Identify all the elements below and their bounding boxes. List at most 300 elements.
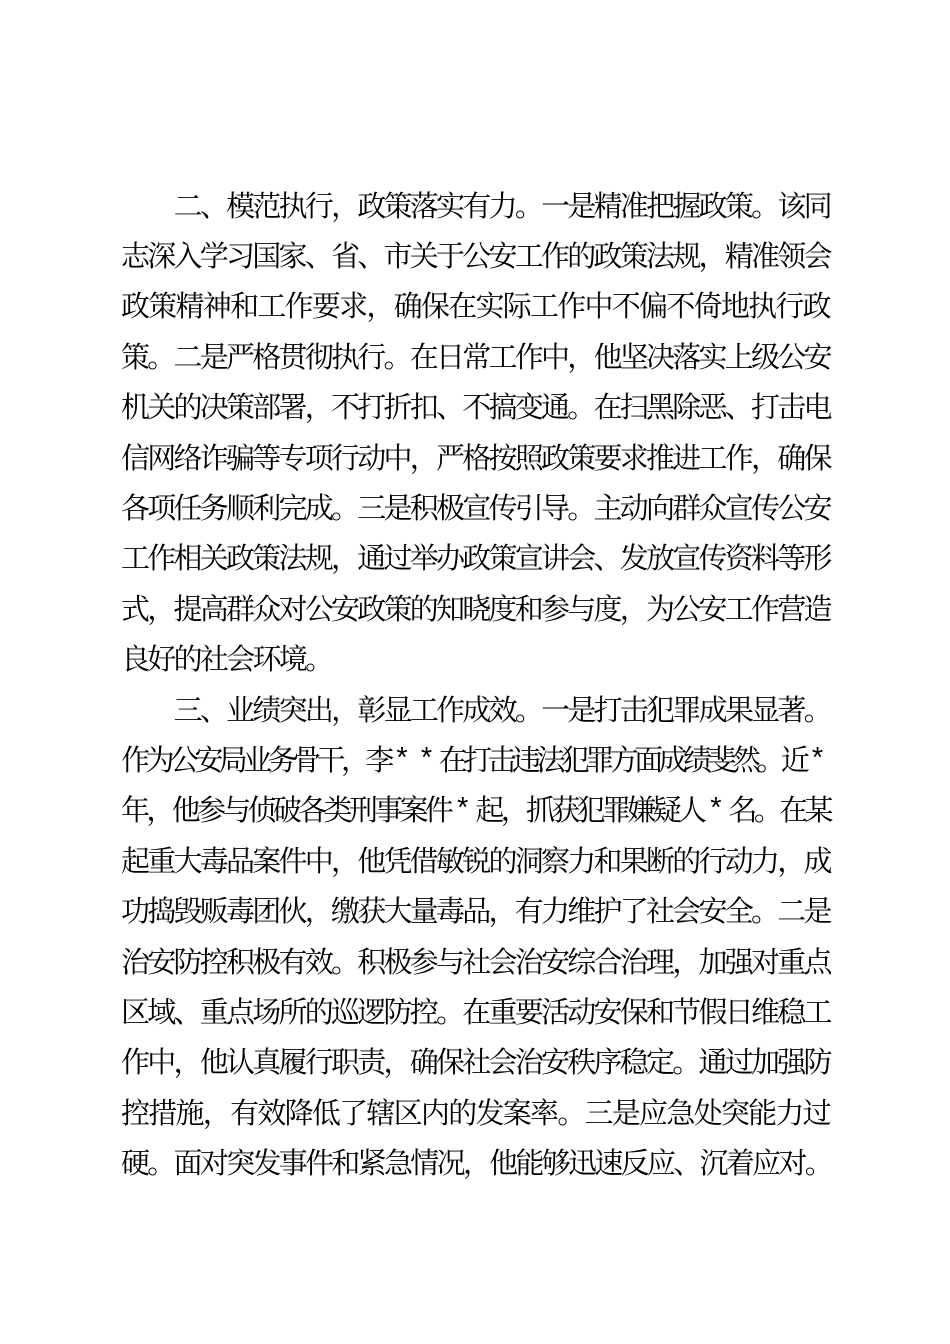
character-cell: 显 — [751, 694, 781, 727]
character-cell: 引 — [514, 493, 544, 526]
character-cell: 参 — [196, 795, 226, 828]
character-cell: 学 — [199, 241, 229, 274]
character-cell: 事 — [374, 795, 404, 828]
character-cell: 绩 — [683, 744, 713, 777]
character-cell: 够 — [541, 1148, 571, 1181]
character-cell: 有 — [278, 946, 308, 979]
character-cell: 是 — [803, 896, 833, 929]
character-cell: 区 — [393, 1097, 423, 1130]
character-cell: 工 — [529, 291, 559, 324]
character-cell: 应 — [639, 1097, 669, 1130]
character-cell: 项 — [147, 493, 177, 526]
character-cell: 嫌 — [627, 795, 657, 828]
character-cell: 安 — [803, 493, 833, 526]
character-cell: 治 — [514, 946, 544, 979]
character-cell: 成 — [462, 694, 492, 727]
character-cell: 要 — [593, 442, 623, 475]
character-cell: 不 — [666, 291, 696, 324]
character-cell: 出 — [304, 694, 334, 727]
character-cell: 折 — [383, 392, 413, 425]
character-cell: 扫 — [619, 392, 649, 425]
character-cell: 重 — [199, 996, 229, 1029]
character-cell: 行 — [304, 1047, 334, 1080]
character-cell: 。 — [147, 1148, 177, 1181]
character-cell: 作 — [121, 744, 151, 777]
character-cell: 作 — [557, 291, 587, 324]
character-cell: 节 — [672, 996, 702, 1029]
character-cell: 、 — [199, 190, 229, 223]
character-cell: 毒 — [226, 896, 256, 929]
character-cell: 突 — [720, 1097, 750, 1130]
character-cell: 合 — [593, 946, 623, 979]
character-cell: 效 — [257, 1097, 287, 1130]
character-cell: 巡 — [331, 996, 361, 1029]
character-cell: 降 — [284, 1097, 314, 1130]
character-cell: 速 — [594, 1148, 624, 1181]
character-cell: 照 — [514, 442, 544, 475]
character-cell: 起 — [121, 845, 151, 878]
character-cell: 内 — [420, 1097, 450, 1130]
character-cell: 实 — [475, 291, 505, 324]
character-cell: * — [811, 741, 824, 774]
character-cell: 执 — [331, 341, 361, 374]
character-cell: 斐 — [707, 744, 737, 777]
character-cell: 对 — [751, 946, 781, 979]
text-line — [121, 834, 833, 884]
character-cell: 场 — [252, 996, 282, 1029]
character-cell: 策 — [383, 190, 413, 223]
character-cell: 策 — [619, 241, 649, 274]
character-cell: ， — [173, 1047, 203, 1080]
character-cell: 和 — [646, 996, 676, 1029]
character-cell: 骗 — [226, 442, 256, 475]
character-cell: 加 — [698, 946, 728, 979]
character-cell: 政 — [698, 190, 728, 223]
character-cell: 入 — [173, 241, 203, 274]
character-cell: 向 — [646, 493, 676, 526]
character-cell: 社 — [462, 1047, 492, 1080]
character-cell: 作 — [121, 1047, 151, 1080]
character-cell: 罪 — [585, 744, 615, 777]
character-cell: 活 — [541, 996, 571, 1029]
character-cell: 度 — [593, 593, 623, 626]
character-cell: 行 — [698, 845, 728, 878]
character-cell: 疑 — [652, 795, 682, 828]
character-cell: 发 — [619, 543, 649, 576]
character-cell: 执 — [278, 190, 308, 223]
character-cell: 类 — [323, 795, 353, 828]
character-cell: 然 — [731, 744, 761, 777]
character-cell: 模 — [226, 190, 256, 223]
character-cell: 断 — [646, 845, 676, 878]
character-cell: 击 — [777, 392, 807, 425]
character-cell: 。 — [557, 1097, 587, 1130]
character-cell: 握 — [672, 190, 702, 223]
character-cell: 破 — [272, 795, 302, 828]
character-cell: 策 — [383, 593, 413, 626]
character-cell: 他 — [171, 795, 201, 828]
character-cell: 果 — [724, 694, 754, 727]
character-cell: 为 — [145, 744, 175, 777]
character-cell: 定 — [646, 1047, 676, 1080]
character-cell: 过 — [724, 1047, 754, 1080]
character-cell: 、 — [436, 392, 466, 425]
character-cell: 防 — [803, 1047, 833, 1080]
character-cell: 在 — [409, 341, 439, 374]
character-cell: 中 — [541, 341, 571, 374]
character-cell: 在 — [448, 291, 478, 324]
character-cell: 绩 — [252, 694, 282, 727]
character-cell: 履 — [278, 1047, 308, 1080]
character-cell: 工 — [514, 241, 544, 274]
character-cell: 电 — [803, 392, 833, 425]
character-cell: 获 — [357, 896, 387, 929]
character-cell: * — [457, 792, 469, 825]
character-cell: 护 — [593, 896, 623, 929]
character-cell: ， — [146, 795, 176, 828]
character-cell: 的 — [409, 593, 439, 626]
character-cell: 参 — [409, 946, 439, 979]
text-line — [121, 733, 830, 783]
text-line — [121, 633, 830, 683]
character-cell: 成 — [658, 744, 688, 777]
character-cell: 综 — [567, 946, 597, 979]
character-cell: 极 — [252, 946, 282, 979]
character-cell: 。 — [751, 896, 781, 929]
character-cell: 治 — [121, 946, 151, 979]
character-cell: 法 — [278, 543, 308, 576]
character-cell: 近 — [780, 744, 810, 777]
character-cell: 是 — [199, 341, 229, 374]
character-cell: 面 — [173, 1148, 203, 1181]
character-cell: 政 — [462, 543, 492, 576]
character-cell: 方 — [609, 744, 639, 777]
character-cell: 骨 — [292, 744, 322, 777]
character-cell: 确 — [777, 442, 807, 475]
character-cell: 局 — [218, 744, 248, 777]
character-cell: 在 — [438, 744, 468, 777]
character-cell: 力 — [541, 896, 571, 929]
character-cell: 安 — [803, 341, 833, 374]
character-cell: 会 — [567, 543, 597, 576]
character-cell: 能 — [748, 1097, 778, 1130]
character-cell: 效 — [488, 694, 518, 727]
character-cell: 为 — [646, 593, 676, 626]
character-cell: 力 — [751, 845, 781, 878]
character-cell: 犯 — [576, 795, 606, 828]
paragraph-section-2 — [121, 179, 833, 683]
character-cell: 捣 — [147, 896, 177, 929]
character-cell: ， — [777, 845, 807, 878]
character-cell: 形 — [803, 543, 833, 576]
character-cell: 所 — [278, 996, 308, 1029]
character-cell: 关 — [147, 392, 177, 425]
character-cell: 了 — [619, 896, 649, 929]
character-cell: 。 — [305, 644, 335, 677]
character-cell: 击 — [487, 744, 517, 777]
character-cell: 工 — [724, 593, 754, 626]
character-cell: 是 — [567, 190, 597, 223]
character-cell: 的 — [448, 1097, 478, 1130]
character-cell: 安 — [194, 744, 224, 777]
character-cell: 求 — [339, 291, 369, 324]
character-cell: 办 — [436, 543, 466, 576]
character-cell: 中 — [304, 845, 334, 878]
character-cell: 稳 — [777, 996, 807, 1029]
character-cell: 有 — [230, 1097, 260, 1130]
character-cell: 执 — [748, 291, 778, 324]
character-cell: 施 — [175, 1097, 205, 1130]
character-cell: 应 — [646, 1148, 676, 1181]
character-cell: 职 — [331, 1047, 361, 1080]
character-cell: 伙 — [278, 896, 308, 929]
character-cell: 强 — [724, 946, 754, 979]
character-cell: 抓 — [526, 795, 556, 828]
character-cell: 发 — [475, 1097, 505, 1130]
character-cell: 重 — [777, 946, 807, 979]
character-cell: 同 — [803, 190, 833, 223]
character-cell: 会 — [226, 644, 256, 677]
character-cell: 一 — [541, 190, 571, 223]
character-cell: 传 — [698, 543, 728, 576]
character-cell: 工 — [409, 694, 439, 727]
character-cell: 案 — [399, 795, 429, 828]
character-cell: 团 — [252, 896, 282, 929]
character-cell: 业 — [226, 694, 256, 727]
character-cell: 资 — [724, 543, 754, 576]
character-cell: ， — [331, 694, 361, 727]
character-cell: 恶 — [698, 392, 728, 425]
text-line — [121, 431, 833, 481]
character-cell: 举 — [409, 543, 439, 576]
character-cell: 过 — [802, 1097, 832, 1130]
character-cell: 决 — [646, 341, 676, 374]
character-cell: 名 — [728, 795, 758, 828]
character-cell: 度 — [488, 593, 518, 626]
character-cell: 安 — [331, 593, 361, 626]
character-cell: ， — [304, 896, 334, 929]
character-cell: 要 — [311, 291, 341, 324]
character-cell: 安 — [488, 241, 518, 274]
character-cell: 锐 — [462, 845, 492, 878]
character-cell: 力 — [488, 190, 518, 223]
text-line — [121, 1036, 833, 1086]
character-cell: 求 — [619, 442, 649, 475]
text-line — [121, 381, 833, 431]
character-cell: 二 — [173, 341, 203, 374]
character-cell: 机 — [121, 392, 151, 425]
character-cell: 坚 — [619, 341, 649, 374]
character-cell: 重 — [488, 996, 518, 1029]
character-cell: 品 — [226, 845, 256, 878]
character-cell: 况 — [436, 1148, 466, 1181]
character-cell: 强 — [777, 1047, 807, 1080]
character-cell: 晓 — [462, 593, 492, 626]
character-cell: 控 — [121, 1097, 151, 1130]
character-cell: 各 — [298, 795, 328, 828]
character-cell: 违 — [512, 744, 542, 777]
character-cell: 常 — [462, 341, 492, 374]
character-cell: 理 — [646, 946, 676, 979]
character-cell: 络 — [173, 442, 203, 475]
character-cell: 除 — [672, 392, 702, 425]
character-cell: 区 — [121, 996, 151, 1029]
character-cell: 作 — [436, 694, 466, 727]
text-line — [121, 784, 834, 834]
character-cell: 日 — [436, 341, 466, 374]
character-cell: 他 — [489, 1148, 519, 1181]
character-cell: 毒 — [436, 896, 466, 929]
character-cell: 保 — [803, 442, 833, 475]
character-cell: 实 — [698, 341, 728, 374]
character-cell: 年 — [121, 795, 151, 828]
character-cell: 三 — [584, 1097, 614, 1130]
character-cell: 法 — [536, 744, 566, 777]
character-cell: 对 — [278, 593, 308, 626]
character-cell: 志 — [121, 241, 151, 274]
character-cell: 法 — [646, 241, 676, 274]
character-cell: ， — [409, 442, 439, 475]
character-cell: ， — [304, 392, 334, 425]
character-cell: 落 — [409, 190, 439, 223]
text-line — [121, 582, 833, 632]
character-cell: 传 — [488, 493, 518, 526]
document-text-block — [121, 179, 834, 1187]
character-cell: 点 — [803, 946, 833, 979]
character-cell: 域 — [147, 996, 177, 1029]
character-cell: 安 — [698, 593, 728, 626]
character-cell: 营 — [777, 593, 807, 626]
character-cell: 。 — [567, 392, 597, 425]
character-cell: 工 — [121, 543, 151, 576]
character-cell: 有 — [514, 896, 544, 929]
character-cell: 件 — [424, 795, 454, 828]
character-cell: 公 — [777, 341, 807, 374]
character-cell: 和 — [331, 1148, 361, 1181]
character-cell: 在 — [779, 795, 809, 828]
character-cell: 过 — [383, 543, 413, 576]
character-cell: 倚 — [693, 291, 723, 324]
character-cell: 策 — [567, 442, 597, 475]
character-cell: 部 — [252, 392, 282, 425]
character-cell: 他 — [357, 845, 387, 878]
character-cell: 积 — [409, 493, 439, 526]
character-cell: 稳 — [619, 1047, 649, 1080]
character-cell: 李 — [365, 744, 395, 777]
character-cell: 按 — [488, 442, 518, 475]
character-cell: 。 — [567, 493, 597, 526]
character-cell: 案 — [502, 1097, 532, 1130]
character-cell: 。 — [672, 1047, 702, 1080]
text-line — [121, 985, 833, 1035]
character-cell: 黑 — [646, 392, 676, 425]
character-cell: 、 — [199, 694, 229, 727]
character-cell: 真 — [252, 1047, 282, 1080]
character-cell: 关 — [409, 241, 439, 274]
character-cell: 成 — [304, 493, 334, 526]
character-cell: 控 — [409, 996, 439, 1029]
character-cell: 二 — [777, 896, 807, 929]
character-cell: 借 — [409, 845, 439, 878]
character-cell: 环 — [252, 644, 282, 677]
character-cell: 会 — [488, 946, 518, 979]
character-cell: 贩 — [199, 896, 229, 929]
character-cell: 专 — [278, 442, 308, 475]
character-cell: 是 — [567, 694, 597, 727]
character-cell: 。 — [514, 694, 544, 727]
character-cell: 毁 — [173, 896, 203, 929]
character-cell: 处 — [693, 1097, 723, 1130]
character-cell: 对 — [199, 1148, 229, 1181]
character-cell: 的 — [173, 392, 203, 425]
character-cell: 毒 — [199, 845, 229, 878]
character-cell: 变 — [514, 392, 544, 425]
character-cell: 搞 — [488, 392, 518, 425]
character-cell: 洞 — [514, 845, 544, 878]
character-cell: 级 — [751, 341, 781, 374]
character-cell: 防 — [173, 946, 203, 979]
character-cell: 力 — [567, 845, 597, 878]
character-cell: 放 — [646, 543, 676, 576]
character-cell: 。 — [331, 493, 361, 526]
character-cell: ， — [202, 1097, 232, 1130]
character-cell: 社 — [462, 946, 492, 979]
character-cell: 刑 — [348, 795, 378, 828]
character-cell: 件 — [278, 845, 308, 878]
character-cell: 进 — [672, 442, 702, 475]
character-cell: 造 — [803, 593, 833, 626]
character-cell: ， — [751, 442, 781, 475]
character-cell: 策 — [488, 543, 518, 576]
character-cell: 准 — [751, 241, 781, 274]
character-cell: 对 — [778, 1148, 808, 1181]
character-cell: 点 — [226, 996, 256, 1029]
character-cell: 策 — [148, 291, 178, 324]
character-cell: 准 — [619, 190, 649, 223]
character-cell: 精 — [593, 190, 623, 223]
character-cell: 领 — [777, 241, 807, 274]
character-cell: 治 — [514, 1047, 544, 1080]
character-cell: 任 — [173, 493, 203, 526]
character-cell: 署 — [278, 392, 308, 425]
character-cell: 传 — [751, 493, 781, 526]
character-cell: ， — [500, 795, 530, 828]
character-cell: 政 — [226, 543, 256, 576]
character-cell: 人 — [677, 795, 707, 828]
character-cell: 认 — [226, 1047, 256, 1080]
character-cell: 积 — [357, 946, 387, 979]
character-cell: 中 — [383, 442, 413, 475]
character-cell: 策 — [252, 543, 282, 576]
character-cell: 安 — [541, 946, 571, 979]
character-cell: 行 — [357, 341, 387, 374]
character-cell: 的 — [173, 644, 203, 677]
character-cell: ， — [331, 190, 361, 223]
character-cell: ， — [383, 1047, 413, 1080]
character-cell: 地 — [720, 291, 750, 324]
character-cell: 知 — [436, 593, 466, 626]
character-cell: 规 — [672, 241, 702, 274]
character-cell: 精 — [724, 241, 754, 274]
character-cell: 。 — [756, 744, 786, 777]
character-cell: 诈 — [199, 442, 229, 475]
character-cell: ， — [340, 744, 370, 777]
character-cell: 某 — [804, 795, 834, 828]
character-cell: 作 — [147, 543, 177, 576]
character-cell: 是 — [383, 493, 413, 526]
character-cell: 果 — [619, 845, 649, 878]
character-cell: 力 — [775, 1097, 805, 1130]
